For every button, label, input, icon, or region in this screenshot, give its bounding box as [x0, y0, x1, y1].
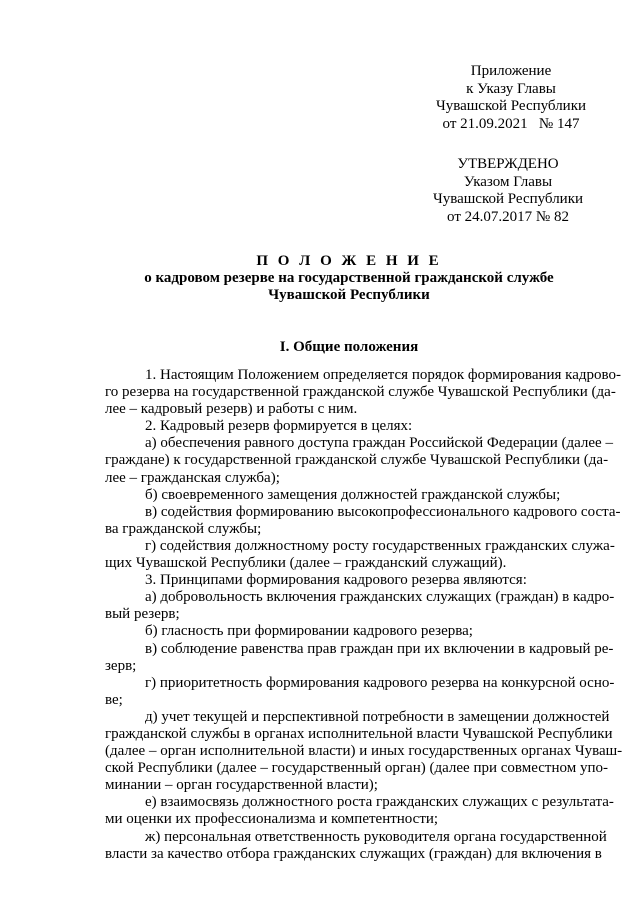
body-line: ми оценки их профессионализма и компетентности;: [105, 811, 439, 828]
appendix-line: от 21.09.2021 № 147: [442, 115, 580, 132]
body-line: в) соблюдение равенства прав граждан при их включении в кадровый ре-: [145, 640, 614, 657]
body-line: 1. Настоящим Положением определяется порядок формирования кадрово-: [145, 367, 622, 383]
body-line: (далее – орган исполнительной власти) и иных государственных органах Чуваш-: [105, 743, 623, 760]
body-text: [105, 367, 623, 863]
appendix-line: Приложение: [470, 63, 552, 79]
body-line: щих Чувашской Республики (далее – гражданский служащий).: [105, 555, 507, 572]
body-line: е) взаимосвязь должностного роста гражданских служащих с результата-: [145, 794, 614, 811]
appendix-block: [412, 63, 610, 133]
approval-line: Чувашской Республики: [432, 191, 584, 207]
body-line: а) добровольность включения гражданских служащих (граждан) в кадро-: [145, 589, 615, 606]
body-line: го резерва на государственной гражданской службе Чувашской Республики (да-: [105, 384, 616, 401]
body-line: ве;: [105, 691, 123, 708]
body-line: б) своевременного замещения должностей гражданской службы;: [145, 486, 561, 503]
body-line: зерв;: [105, 657, 137, 674]
body-line: б) гласность при формировании кадрового резерва;: [145, 623, 473, 640]
appendix-line: Чувашской Республики: [435, 98, 587, 114]
body-line: лее – гражданская служба);: [105, 469, 280, 486]
body-line: ж) персональная ответственность руководителя органа государственной: [145, 828, 607, 845]
body-line: власти за качество отбора гражданских служащих (граждан) для включения в: [105, 845, 602, 862]
body-line: граждане) к государственной гражданской службе Чувашской Республики (да-: [105, 452, 609, 469]
body-line: г) приоритетность формирования кадрового резерва на конкурсной осно-: [145, 674, 615, 691]
title-subline: о кадровом резерве на государственной гражданской службе: [144, 270, 554, 286]
body-line: а) обеспечения равного доступа граждан Российской Федерации (далее –: [145, 435, 613, 452]
body-line: 2. Кадровый резерв формируется в целях:: [145, 418, 413, 435]
appendix-line: к Указу Главы: [466, 80, 556, 97]
body-line: гражданской службы в органах исполнительной власти Чувашской Республики: [105, 725, 613, 742]
title-subline: Чувашской Республики: [268, 287, 430, 303]
body-line: ской Республики (далее – государственный орган) (далее при совместном упо-: [105, 760, 608, 777]
body-line: минании – орган государственной власти);: [105, 777, 378, 794]
section-heading: I. Общие положения: [279, 339, 419, 355]
body-line: в) содействия формированию высокопрофессионального кадрового соста-: [145, 503, 621, 520]
approval-line: Указом Главы: [463, 173, 553, 190]
body-line: лее – кадровый резерв) и работы с ним.: [105, 401, 358, 418]
title-heading: П О Л О Ж Е Н И Е: [256, 253, 442, 269]
approval-line: от 24.07.2017 № 82: [447, 208, 569, 225]
body-line: г) содействия должностному росту государственных гражданских служа-: [145, 537, 615, 554]
body-line: 3. Принципами формирования кадрового резерва являются:: [145, 572, 527, 589]
body-line: д) учет текущей и перспективной потребности в замещении должностей: [145, 708, 610, 725]
body-line: вый резерв;: [105, 606, 180, 623]
document-title: [100, 253, 598, 304]
approval-line: УТВЕРЖДЕНО: [457, 156, 559, 172]
body-line: ва гражданской службы;: [105, 520, 262, 537]
approval-block: [406, 156, 610, 226]
